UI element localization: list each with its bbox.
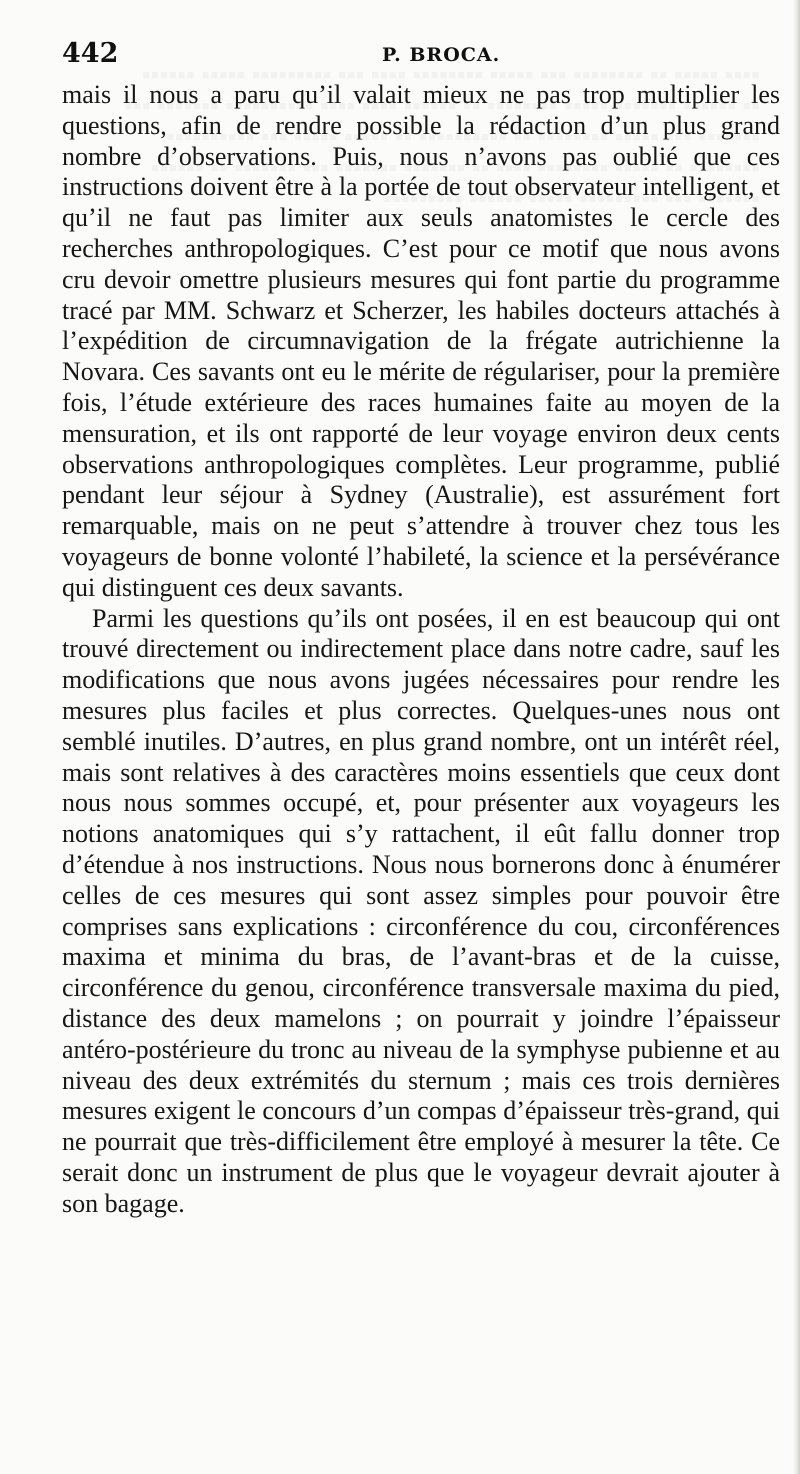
body-text [62,80,780,1219]
page-number: 442 [62,38,119,69]
page-header [62,38,782,74]
paragraph-2: Parmi les questions qu’ils ont posées, il en est beaucoup qui ont trouvé directement ou indirectement place dans notre cadre, sauf les modifications que nous avons jugées nécessaires pour rendre les mesures plus faciles et plus correctes. Quelques-unes nous ont semblé inutiles. D’autres, en plus grand nombre, ont un intérêt réel, mais sont relatives à des caractères moins essentiels que ceux dont nous nous sommes occupé, et, pour présenter aux voyageurs les notions anatomiques qui s’y rattachent, il eût fallu donner trop d’étendue à nos instructions. Nous nous bornerons donc à énumérer celles de ces mesures qui sont assez simples pour pouvoir être comprises sans explications : circonférence du cou, circonférences maxima et minima du bras, de l’avant-bras et de la cuisse, circonférence du genou, circonférence transversale maxima du pied, distance des deux mamelons ; on pourrait y joindre l’épaisseur antéro-postérieure du tronc au niveau de la symphyse pubienne et au niveau des deux extrémités du sternum ; mais ces trois dernières mesures exigent le concours d’un compas d’épaisseur très-grand, qui ne pourrait que très-difficilement être employé à mesurer la tête. Ce serait donc un instrument de plus que le voyageur devrait ajouter à son bagage. [62,603,780,1218]
running-head: P. BROCA. [382,44,501,66]
paragraph-1: mais il nous a paru qu’il valait mieux ne pas trop multiplier les questions, afin de rendre possible la rédaction d’un plus grand nombre d’observations. Puis, nous n’avons pas oublié que ces instructions doivent être à la portée de tout observateur intelligent, et qu’il ne faut pas limiter aux seuls anatomistes le cercle des recherches anthropologiques. C’est pour ce motif que nous avons cru devoir omettre plusieurs mesures qui font partie du programme tracé par MM. Schwarz et Scherzer, les habiles docteurs attachés à l’expédition de circumnavigation de la frégate autrichienne la Novara. Ces savants ont eu le mérite de régulariser, pour la première fois, l’étude extérieure des races humaines faite au moyen de la mensuration, et ils ont rapporté de leur voyage environ deux cents observations anthropologiques complètes. Leur programme, publié pendant leur séjour à Sydney (Australie), est assurément fort remarquable, mais on ne peut s’attendre à trouver chez tous les voyageurs de bonne volonté l’habileté, la science et la persévérance qui distinguent ces deux savants. [62,80,780,602]
page-edge [792,0,800,1474]
